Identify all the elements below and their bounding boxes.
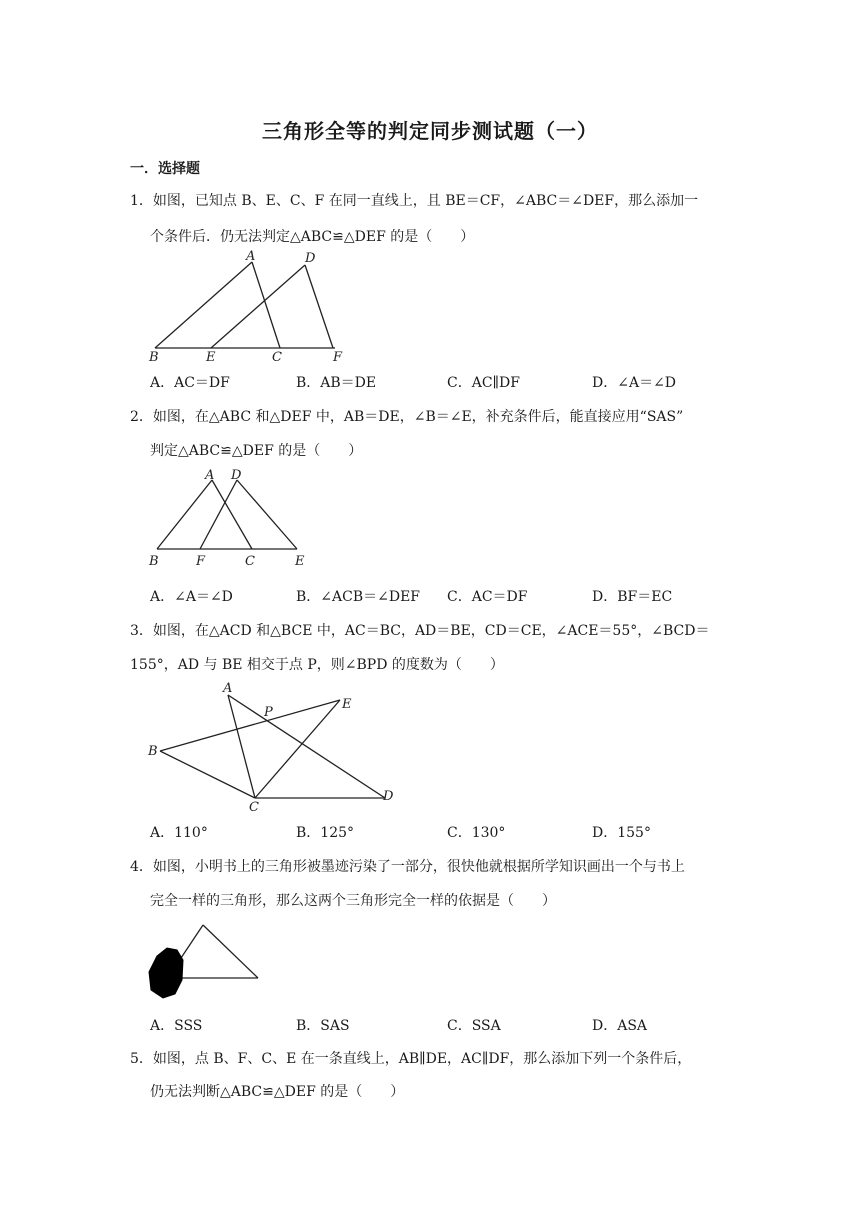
- q3-text-line-1: 3．如图，在△ACD 和△BCE 中，AC＝BC，AD＝BE，CD＝CE，∠ACE＝55°，∠BCD＝: [130, 623, 710, 639]
- q3-label-b: B: [148, 744, 158, 759]
- q2-options: [150, 586, 750, 606]
- ink-blot: [149, 948, 183, 998]
- q3-label-a: A: [223, 681, 233, 696]
- q4-option-a[interactable]: A．SSS: [150, 1018, 203, 1034]
- q4-figure: [145, 920, 265, 1002]
- q2-label-c: C: [245, 554, 255, 569]
- q3-text-line-2: 155°，AD 与 BE 相交于点 P，则∠BPD 的度数为（ ）: [130, 657, 504, 673]
- q1-text-line-2: 个条件后．仍无法判定△ABC≌△DEF 的是（ ）: [150, 229, 475, 245]
- q1-option-d[interactable]: D．∠A＝∠D: [592, 375, 677, 391]
- q1-option-b[interactable]: B．AB＝DE: [296, 375, 377, 391]
- q1-option-c[interactable]: C．AC∥DF: [447, 375, 520, 391]
- q2-text-line-1: 2．如图，在△ABC 和△DEF 中，AB＝DE，∠B＝∠E，补充条件后，能直接应用“SAS”: [130, 409, 684, 425]
- q2-option-b[interactable]: B．∠ACB＝∠DEF: [296, 589, 421, 605]
- q3-label-c: C: [249, 800, 259, 815]
- q4-option-b[interactable]: B．SAS: [296, 1018, 350, 1034]
- q1-label-a: A: [246, 249, 256, 264]
- q4-option-d[interactable]: D．ASA: [592, 1018, 648, 1034]
- q3-figure: [145, 678, 405, 813]
- q1-label-d: D: [305, 251, 316, 266]
- section-heading: 一．选择题: [130, 161, 200, 177]
- q3-label-p: P: [264, 705, 273, 720]
- q1-figure: [145, 248, 355, 366]
- q1-label-f: F: [333, 350, 343, 365]
- q4-options: [150, 1015, 750, 1035]
- q2-text-line-2: 判定△ABC≌△DEF 的是（ ）: [150, 443, 363, 459]
- q4-text-line-1: 4．如图，小明书上的三角形被墨迹污染了一部分，很快他就根据所学知识画出一个与书上: [130, 859, 685, 875]
- q4-text-line-2: 完全一样的三角形，那么这两个三角形完全一样的依据是（ ）: [150, 893, 556, 909]
- q3-option-a[interactable]: A．110°: [150, 825, 208, 841]
- q1-label-e: E: [206, 350, 216, 365]
- q3-option-b[interactable]: B．125°: [296, 825, 355, 841]
- q5-text-line-2: 仍无法判断△ABC≌△DEF 的是（ ）: [150, 1084, 405, 1100]
- q3-label-e: E: [342, 697, 352, 712]
- q5-text-line-1: 5．如图，点 B、F、C、E 在一条直线上，AB∥DE，AC∥DF，那么添加下列一个条件后，: [130, 1051, 692, 1067]
- q2-option-a[interactable]: A．∠A＝∠D: [150, 589, 233, 605]
- q2-option-d[interactable]: D．BF＝EC: [592, 589, 673, 605]
- q1-label-b: B: [149, 350, 159, 365]
- q2-label-e: E: [295, 554, 305, 569]
- q2-figure: [145, 465, 315, 573]
- q3-option-c[interactable]: C．130°: [447, 825, 506, 841]
- q2-label-b: B: [149, 554, 159, 569]
- q1-options: [150, 372, 750, 392]
- page-title: 三角形全等的判定同步测试题（一）: [262, 119, 598, 143]
- q3-options: [150, 822, 750, 842]
- q2-label-f: F: [196, 554, 206, 569]
- q2-label-a: A: [205, 468, 215, 483]
- q2-label-d: D: [231, 468, 242, 483]
- q2-option-c[interactable]: C．AC＝DF: [447, 589, 528, 605]
- q3-option-d[interactable]: D．155°: [592, 825, 651, 841]
- q4-option-c[interactable]: C．SSA: [447, 1018, 501, 1034]
- q1-label-c: C: [272, 350, 282, 365]
- q3-label-d: D: [383, 789, 394, 804]
- q1-text-line-1: 1．如图，已知点 B、E、C、F 在同一直线上，且 BE＝CF，∠ABC＝∠DEF，那么添加一: [130, 193, 699, 209]
- q1-option-a[interactable]: A．AC＝DF: [150, 375, 230, 391]
